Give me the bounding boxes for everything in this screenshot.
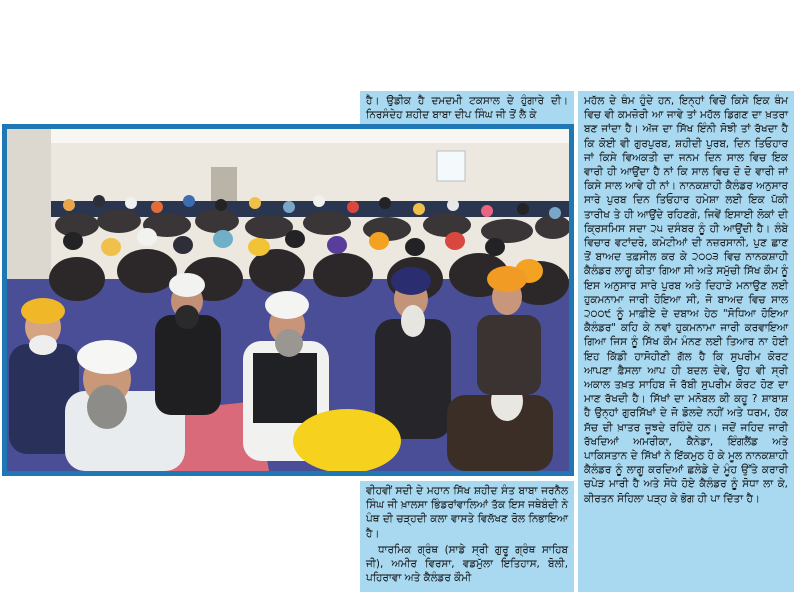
- article-column-top: [360, 91, 574, 124]
- window: [437, 151, 465, 181]
- article-column-bottom: [360, 481, 574, 592]
- gathering-photo: [7, 129, 569, 471]
- door: [211, 167, 237, 201]
- ceiling: [7, 129, 569, 143]
- article-text-bottom-2: ਧਾਰਮਿਕ ਗ੍ਰੰਥ (ਸਾਡੇ ਸ੍ਰੀ ਗੁਰੂ ਗ੍ਰੰਥ ਸਾਹਿਬ ਜੀ), ਅਮੀਰ ਵਿਰਸਾ, ਵਡਮੁੱਲਾ ਇਤਿਹਾਸ, ਬੋਲੀ, ਪਹਿਰਾਵਾ ਅਤੇ ਕੈਲੰਡਰ ਕੌਮੀ: [366, 543, 568, 585]
- foreground-yellow-turban: [293, 409, 401, 471]
- article-text-bottom-1: ਵੀਹਵੀਂ ਸਦੀ ਦੇ ਮਹਾਨ ਸਿੱਖ ਸ਼ਹੀਦ ਸੰਤ ਬਾਬਾ ਜਰਨੈਲ ਸਿੰਘ ਜੀ ਖ਼ਾਲਸਾ ਭਿੰਡਰਾਂਵਾਲਿਆਂ ਤੱਕ ਇਸ ਜਥੇਬੰਦੀ ਨੇ ਪੰਥ ਦੀ ਚੜ੍ਹਦੀ ਕਲਾ ਵਾਸਤੇ ਵਿਲੱਖਣ ਰੋਲ ਨਿਭਾਇਆ ਹੈ।: [366, 485, 568, 540]
- article-column-right: [578, 91, 794, 592]
- article-text-top: ਹੈ। ਉਡੀਕ ਹੈ ਦਮਦਮੀ ਟਕਸਾਲ ਦੇ ਹੁੰਗਾਰੇ ਦੀ। ਨਿਰਸੰਦੇਹ ਸ਼ਹੀਦ ਬਾਬਾ ਦੀਪ ਸਿੰਘ ਜੀ ਤੋਂ ਲੈ ਕੇ: [366, 95, 568, 122]
- article-text-right: ਮਹੱਲ ਦੇ ਥੰਮ ਹੁੰਦੇ ਹਨ, ਇਨ੍ਹਾਂ ਵਿਚੋਂ ਕਿਸੇ ਇਕ ਥੰਮ ਵਿਚ ਵੀ ਕਮਜ਼ੋਰੀ ਆ ਜਾਵੇ ਤਾਂ ਮਹੱਲ ਡਿਗਣ ਦਾ ਖ਼ਤਰਾ ਬਣ ਜਾਂਦਾ ਹੈ। ਅੱਜ ਦਾ ਸਿੱਖ ਇੰਨੀ ਸੋਝੀ ਤਾਂ ਰੱਖਦਾ ਹੈ ਕਿ ਕੋਈ ਵੀ ਗੁਰਪੁਰਬ, ਸ਼ਹੀਦੀ ਪੁਰਬ, ਦਿਨ ਤਿਓਹਾਰ ਜਾਂ ਕਿਸੇ ਵਿਅਕਤੀ ਦਾ ਜਨਮ ਦਿਨ ਸਾਲ ਵਿਚ ਇਕ ਵਾਰੀ ਹੀ ਆਉਂਦਾ ਹੈ ਨਾਂ ਕਿ ਸਾਲ ਵਿਚ ਦੋ ਦੋ ਵਾਰੀ ਜਾਂ ਕਿਸੇ ਸਾਲ ਆਵੇ ਹੀ ਨਾਂ। ਨਾਨਕਸ਼ਾਹੀ ਕੈਲੰਡਰ ਅਨੁਸਾਰ ਸਾਰੇ ਪੁਰਬ ਦਿਨ ਤਿਓਹਾਰ ਹਮੇਸ਼ਾ ਲਈ ਇਕ ਪੱਕੀ ਤਾਰੀਖ ਤੇ ਹੀ ਆਉਂਦੇ ਰਹਿਣਗੇ, ਜਿਵੇਂ ਇਸਾਈ ਲੋਕਾਂ ਦੀ ਕ੍ਰਿਸਮਿਸ ਸਦਾ ੨੫ ਦਸੰਬਰ ਨੂੰ ਹੀ ਆਉਂਦੀ ਹੈ। ਲੰਬੇ ਵਿਚਾਰ ਵਟਾਂਦਰੇ, ਕਮੇਟੀਆਂ ਦੀ ਨਜ਼ਰਸਾਨੀ, ਪੁਣ ਛਾਣ ਤੋਂ ਬਾਅਦ ਤਫ਼ਸੀਲ ਕਰ ਕੇ ੨੦੦੩ ਵਿਚ ਨਾਨਕਸ਼ਾਹੀ ਕੈਲੰਡਰ ਲਾਗੂ ਕੀਤਾ ਗਿਆ ਸੀ ਅਤੇ ਸਮੁੱਚੀ ਸਿੱਖ ਕੌਮ ਨੂੰ ਇਸ ਅਨੁਸਾਰ ਸਾਰੇ ਪੁਰਬ ਅਤੇ ਦਿਹਾੜੇ ਮਨਾਉਣ ਲਈ ਹੁਕਮਨਾਮਾ ਜਾਰੀ ਹੋਇਆ ਸੀ, ਜੋ ਬਾਅਦ ਵਿਚ ਸਾਲ ੨੦੦੯ ਨੂੰ ਮਾਫ਼ੀਏ ਦੇ ਦਬਾਅ ਹੇਠ "ਸੋਧਿਆ ਹੋਇਆ ਕੈਲੰਡਰ" ਕਹਿ ਕੇ ਨਵਾਂ ਹੁਕਮਨਾਮਾ ਜਾਰੀ ਕਰਵਾਇਆ ਗਿਆ ਜਿਸ ਨੂੰ ਸਿੱਖ ਕੌਮ ਮੰਨਣ ਲਈ ਤਿਆਰ ਨਾ ਹੋਈ ਇਹ ਕਿੱਡੀ ਹਾਸੋਹੀਣੀ ਗੱਲ ਹੈ ਕਿ ਸੁਪਰੀਮ ਕੋਰਟ ਆਪਣਾ ਫ਼ੈਸਲਾ ਆਪ ਹੀ ਬਦਲ ਦੇਵੇ, ਉਹ ਵੀ ਸ੍ਰੀ ਅਕਾਲ ਤਖ਼ਤ ਸਾਹਿਬ ਜੋ ਰੱਬੀ ਸੁਪਰੀਮ ਕੋਰਟ ਹੋਣ ਦਾ ਮਾਣ ਰੱਖਦੀ ਹੈ। ਸਿੱਖਾਂ ਦਾ ਮਨੋਬਲ ਕੀ ਕਹੂ ? ਸ਼ਾਬਾਸ਼ ਹੈ ਉਨ੍ਹਾਂ ਗੁਰਸਿੱਖਾਂ ਦੇ ਜੋ ਡੋਲਦੇ ਨਹੀਂ ਅਤੇ ਧਰਮ, ਹੱਕ ਸੱਚ ਦੀ ਖ਼ਾਤਰ ਜੂਝਦੇ ਰਹਿੰਦੇ ਹਨ। ਜਦੋਂ ਜਹਿਦ ਜਾਰੀ ਰੱਖਦਿਆਂ ਅਮਰੀਕਾ, ਕੈਨੇਡਾ, ਇੰਗਲੈਂਡ ਅਤੇ ਪਾਕਿਸਤਾਨ ਦੇ ਸਿੱਖਾਂ ਨੇ ਇੱਕਮੁਠ ਹੋ ਕੇ ਮੂਲ ਨਾਨਕਸ਼ਾਹੀ ਕੈਲੰਡਰ ਨੂੰ ਲਾਗੂ ਕਰਦਿਆਂ ਛਲੇਡੇ ਦੇ ਮੂੰਹ ਉੱਤੇ ਕਰਾਰੀ ਚਪੇੜ ਮਾਰੀ ਹੈ ਅਤੇ ਸੋਧੇ ਹੋਏ ਕੈਲੰਡਰ ਨੂੰ ਸੋਧਾ ਲਾ ਕੇ, ਕੀਰਤਨ ਸੋਹਿਲਾ ਪੜ੍ਹ ਕੇ ਭੋਗ ਹੀ ਪਾ ਦਿੱਤਾ ਹੈ।: [584, 95, 788, 505]
- photo-frame: [2, 124, 574, 476]
